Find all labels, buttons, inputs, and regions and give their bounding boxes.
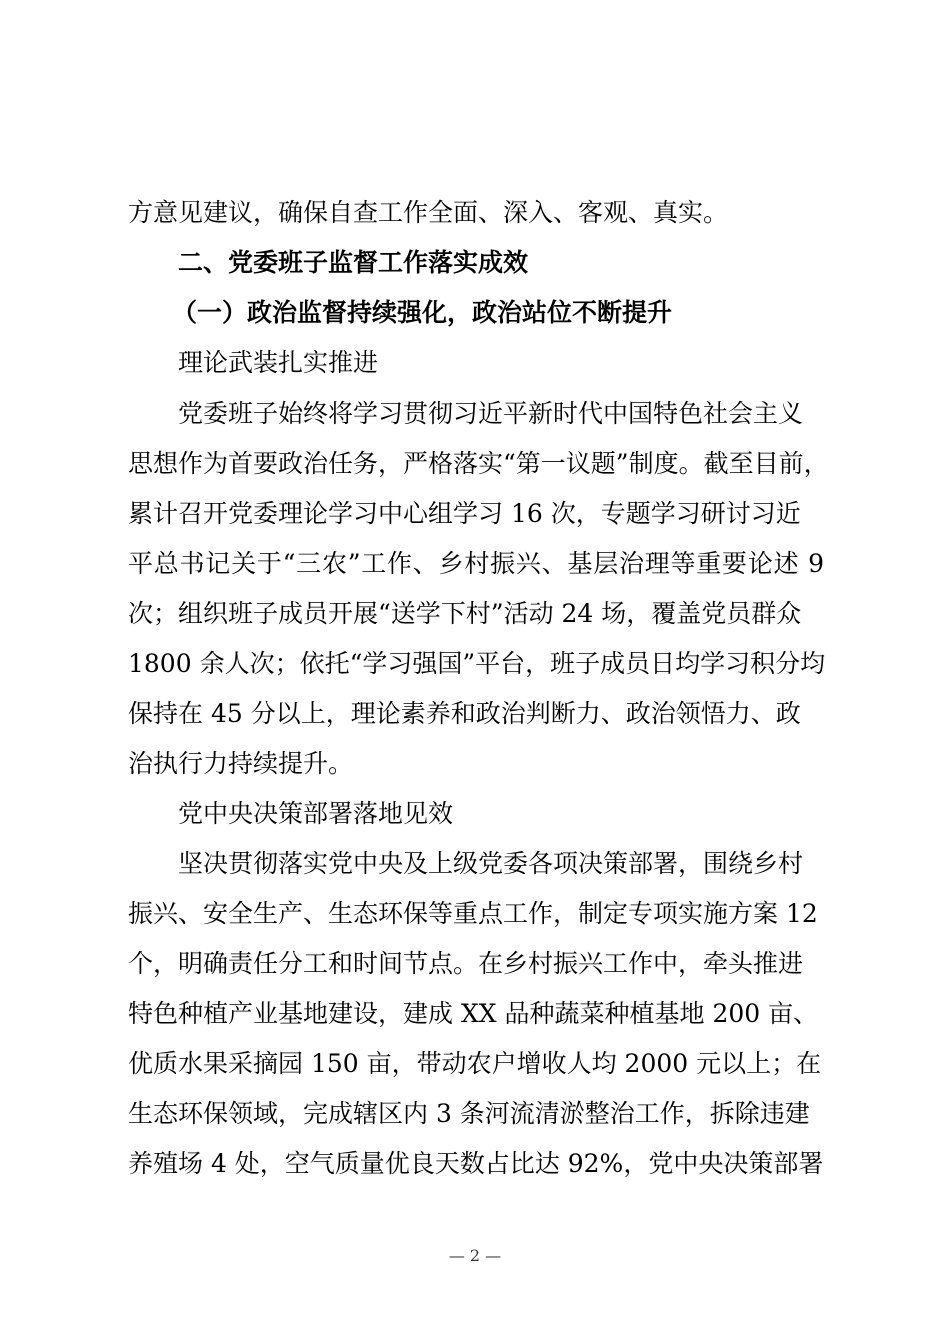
paragraph-line: 个，明确责任分工和时间节点。在乡村振兴工作中，牵头推进 <box>128 949 804 978</box>
paragraph-line: 生态环保领域，完成辖区内 3 条河流清淤整治工作，拆除违建 <box>128 1099 810 1128</box>
paragraph-line: 养殖场 4 处，空气质量优良天数占比达 92%，党中央决策部署 <box>128 1149 824 1178</box>
subsection-heading: （一）政治监督持续强化，政治站位不断提升 <box>172 298 673 327</box>
paragraph-line: 1800 余人次；依托“学习强国”平台，班子成员日均学习积分均 <box>128 649 826 678</box>
page-number: — 2 — <box>448 1246 502 1265</box>
paragraph-line: 优质水果采摘园 150 亩，带动农户增收人均 2000 元以上；在 <box>128 1049 822 1078</box>
paragraph-line: 保持在 45 分以上，理论素养和政治判断力、政治领悟力、政 <box>128 699 801 728</box>
paragraph-line: 振兴、安全生产、生态环保等重点工作，制定专项实施方案 12 <box>128 899 818 928</box>
paragraph-line: 方意见建议，确保自查工作全面、深入、客观、真实。 <box>128 198 729 227</box>
paragraph-line: 思想作为首要政治任务，严格落实“第一议题”制度。截至目前， <box>128 449 829 478</box>
topic-heading: 党中央决策部署落地见效 <box>178 799 454 828</box>
paragraph-line: 特色种植产业基地建设，建成 XX 品种蔬菜种植基地 200 亩、 <box>128 999 819 1028</box>
paragraph-line: 党委班子始终将学习贯彻习近平新时代中国特色社会主义 <box>178 399 804 428</box>
paragraph-line: 次；组织班子成员开展“送学下村”活动 24 场，覆盖党员群众 <box>128 599 802 628</box>
paragraph-line: 坚决贯彻落实党中央及上级党委各项决策部署，围绕乡村 <box>178 849 804 878</box>
section-heading: 二、党委班子监督工作落实成效 <box>178 248 529 277</box>
paragraph-line: 累计召开党委理论学习中心组学习 16 次，专题学习研讨习近 <box>128 499 801 528</box>
topic-heading: 理论武装扎实推进 <box>178 348 379 377</box>
paragraph-line: 治执行力持续提升。 <box>128 749 354 778</box>
paragraph-line: 平总书记关于“三农”工作、乡村振兴、基层治理等重要论述 9 <box>128 549 824 578</box>
